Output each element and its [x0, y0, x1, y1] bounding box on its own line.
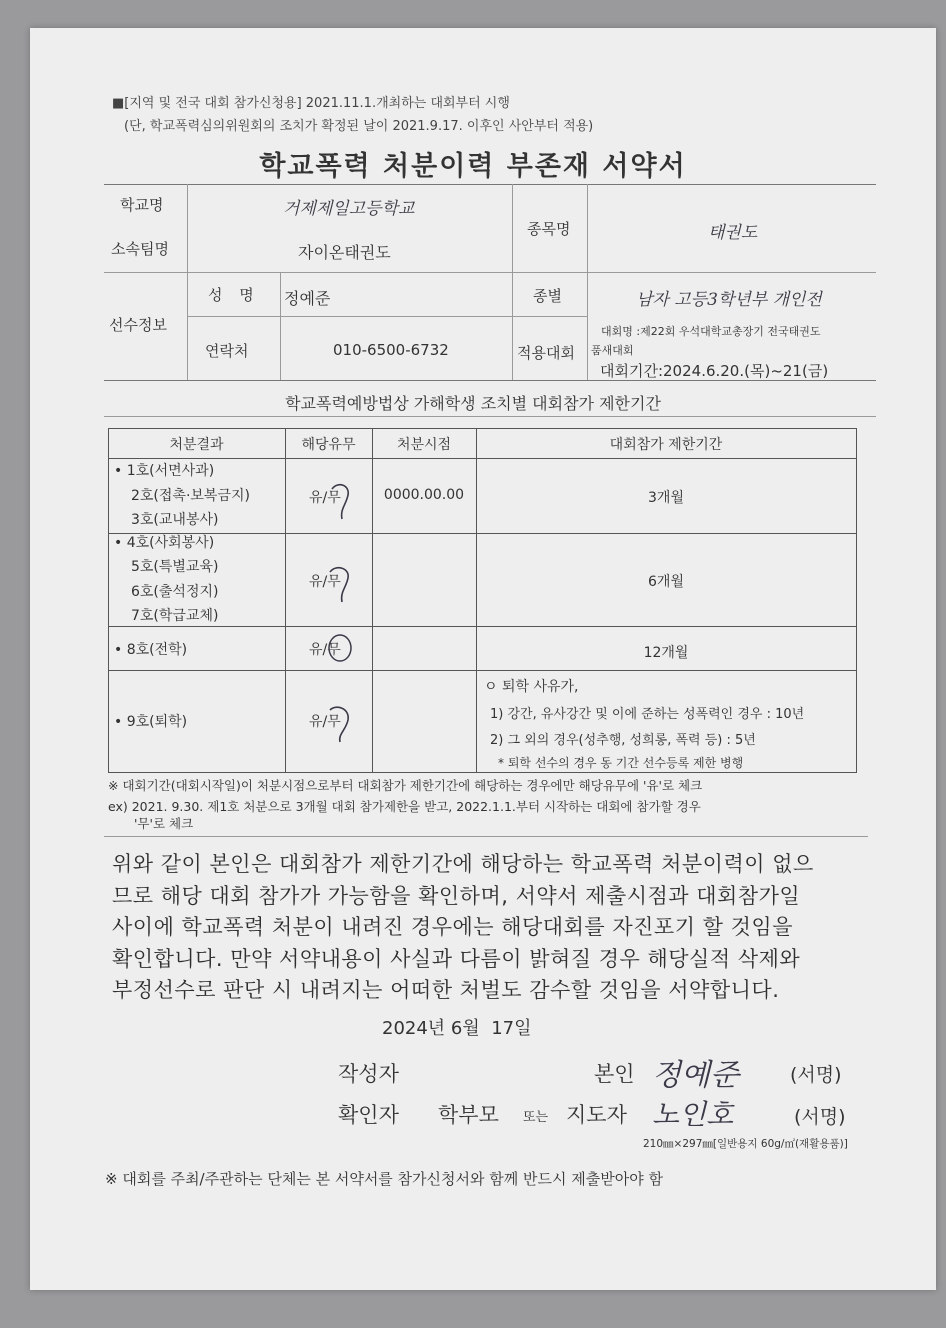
- table-col-1: [285, 428, 286, 772]
- header-line-2: (단, 학교폭력심의위원회의 조치가 확정된 날이 2021.9.17. 이후인 사안부터 적용): [124, 119, 594, 134]
- note-2: ex) 2021. 9.30. 제1호 처분으로 3개월 대회 참가제한을 받고, 2022.1.1.부터 시작하는 대회에 참가할 경우: [108, 799, 701, 814]
- or-label: 또는: [523, 1110, 549, 1125]
- row1-item-3: 3호(교내봉사): [131, 512, 219, 528]
- school-value: 거제제일고등학교: [283, 199, 415, 219]
- contact-value: 010-6500-6732: [333, 341, 449, 359]
- row3-yn: 유/무: [309, 642, 341, 658]
- info-top-border: [104, 184, 876, 185]
- info-vline-4: [587, 184, 588, 380]
- pledge-date: 2024년 6월 17일: [382, 1018, 532, 1039]
- row3-limit: 12개월: [643, 645, 689, 661]
- team-label: 소속팀명: [111, 240, 169, 258]
- row3-item-1: • 8호(전학): [114, 642, 188, 658]
- row1-yn: 유/무: [309, 490, 341, 506]
- info-vline-2: [280, 272, 281, 380]
- row2-check-mark: [326, 562, 354, 608]
- info-vline-3: [512, 184, 513, 380]
- header-date: 처분시점: [396, 437, 452, 453]
- table-col-2: [372, 428, 373, 772]
- row2-limit: 6개월: [648, 574, 684, 590]
- self-sign-mark: (서명): [790, 1064, 842, 1086]
- table-header-border: [108, 458, 856, 459]
- row3-check-mark: [326, 632, 354, 664]
- table-row-border-3: [108, 670, 856, 671]
- header-line-1: ■[지역 및 전국 대회 참가신청용] 2021.11.1.개최하는 대회부터 시행: [112, 96, 510, 111]
- school-label: 학교명: [120, 196, 164, 214]
- info-divider-1: [104, 272, 876, 273]
- row2-item-4: 7호(학급교체): [131, 608, 219, 624]
- writer-label: 작성자: [338, 1062, 399, 1086]
- notes-divider: [104, 836, 868, 837]
- category-label: 종별: [533, 287, 562, 305]
- table-col-3: [476, 428, 477, 772]
- row4-limit-line-4: * 퇴학 선수의 경우 동 기간 선수등록 제한 병행: [498, 756, 744, 770]
- tournament-name: 대회명 :제22회 우석대학교총장기 전국태권도: [601, 325, 821, 338]
- header-result: 처분결과: [169, 437, 224, 453]
- table-row-border-2: [108, 626, 856, 627]
- note-1: ※ 대회기간(대회시작일)이 처분시점으로부터 대회참가 제한기간에 해당하는 경우에만 해당유무에 '유'로 체크: [108, 778, 703, 793]
- row4-yn: 유/무: [309, 714, 341, 730]
- info-vline-1: [187, 184, 188, 380]
- pledge-line-3: 사이에 학교폭력 처분이 내려진 경우에는 해당대회를 자진포기 할 것임을: [112, 915, 793, 939]
- row1-item-2: 2호(접촉·보복금지): [131, 488, 250, 504]
- row1-item-1: • 1호(서면사과): [114, 463, 215, 479]
- document-title: 학교폭력 처분이력 부존재 서약서: [259, 151, 687, 182]
- pledge-line-1: 위와 같이 본인은 대회참가 제한기간에 해당하는 학교폭력 처분이력이 없으: [112, 852, 814, 876]
- row1-limit: 3개월: [648, 490, 684, 506]
- self-signature: 정예준: [652, 1058, 739, 1093]
- row1-date: 0000.00.00: [383, 487, 465, 503]
- pledge-line-4: 확인합니다. 만약 서약내용이 사실과 다름이 밝혀질 경우 해당실적 삭제와: [112, 947, 801, 971]
- row2-item-3: 6호(출석정지): [131, 584, 219, 600]
- team-value: 자이온태권도: [298, 243, 391, 262]
- applied-tournament-label: 적용대회: [517, 344, 575, 362]
- contact-label: 연락처: [205, 342, 249, 360]
- header-applicable: 해당유무: [301, 437, 356, 453]
- section-underline: [104, 416, 876, 417]
- row4-limit-line-1: ㅇ 퇴학 사유가,: [484, 679, 579, 695]
- confirmer-label: 확인자: [338, 1103, 399, 1127]
- row2-yn: 유/무: [309, 574, 341, 590]
- paper-spec: 210㎜×297㎜[일반용지 60g/㎡(재활용품)]: [643, 1138, 848, 1150]
- tournament-period: 대회기간:2024.6.20.(목)~21(금): [600, 362, 829, 380]
- row4-limit-line-2: 1) 강간, 유사강간 및 이에 준하는 성폭력인 경우 : 10년: [490, 707, 805, 722]
- note-3: '무'로 체크: [134, 816, 194, 831]
- pledge-line-5: 부정선수로 판단 시 내려지는 어떠한 처벌도 감수할 것임을 서약합니다.: [112, 978, 780, 1002]
- self-label: 본인: [594, 1062, 635, 1086]
- footer-note: ※ 대회를 주최/주관하는 단체는 본 서약서를 참가신청서와 함께 반드시 제출받아야 함: [105, 1170, 663, 1188]
- event-label: 종목명: [527, 220, 571, 238]
- coach-sign-mark: (서명): [794, 1106, 846, 1128]
- table-row-border-1: [108, 533, 856, 534]
- tournament-name-cont: 품새대회: [591, 344, 634, 357]
- row2-item-2: 5호(특별교육): [131, 559, 219, 575]
- name-label: 성 명: [208, 286, 260, 304]
- parent-label: 학부모: [438, 1103, 499, 1127]
- info-divider-2: [187, 316, 587, 317]
- section-title: 학교폭력예방법상 가해학생 조치별 대회참가 제한기간: [285, 394, 661, 413]
- row2-item-1: • 4호(사회봉사): [114, 535, 215, 551]
- coach-label: 지도자: [566, 1103, 627, 1127]
- pledge-line-2: 므로 해당 대회 참가가 가능함을 확인하며, 서약서 제출시점과 대회참가일: [112, 884, 801, 908]
- category-value: 남자 고등3학년부 개인전: [636, 290, 822, 310]
- row4-item-1: • 9호(퇴학): [114, 714, 188, 730]
- name-value: 정예준: [284, 289, 331, 308]
- row4-check-mark: [326, 702, 354, 746]
- coach-signature: 노인호: [652, 1098, 734, 1131]
- player-info-label: 선수정보: [109, 316, 167, 334]
- event-value: 태권도: [708, 223, 758, 243]
- header-limit: 대회참가 제한기간: [609, 437, 723, 453]
- row1-check-mark: [328, 479, 354, 525]
- row4-limit-line-3: 2) 그 외의 경우(성추행, 성희롱, 폭력 등) : 5년: [490, 733, 756, 748]
